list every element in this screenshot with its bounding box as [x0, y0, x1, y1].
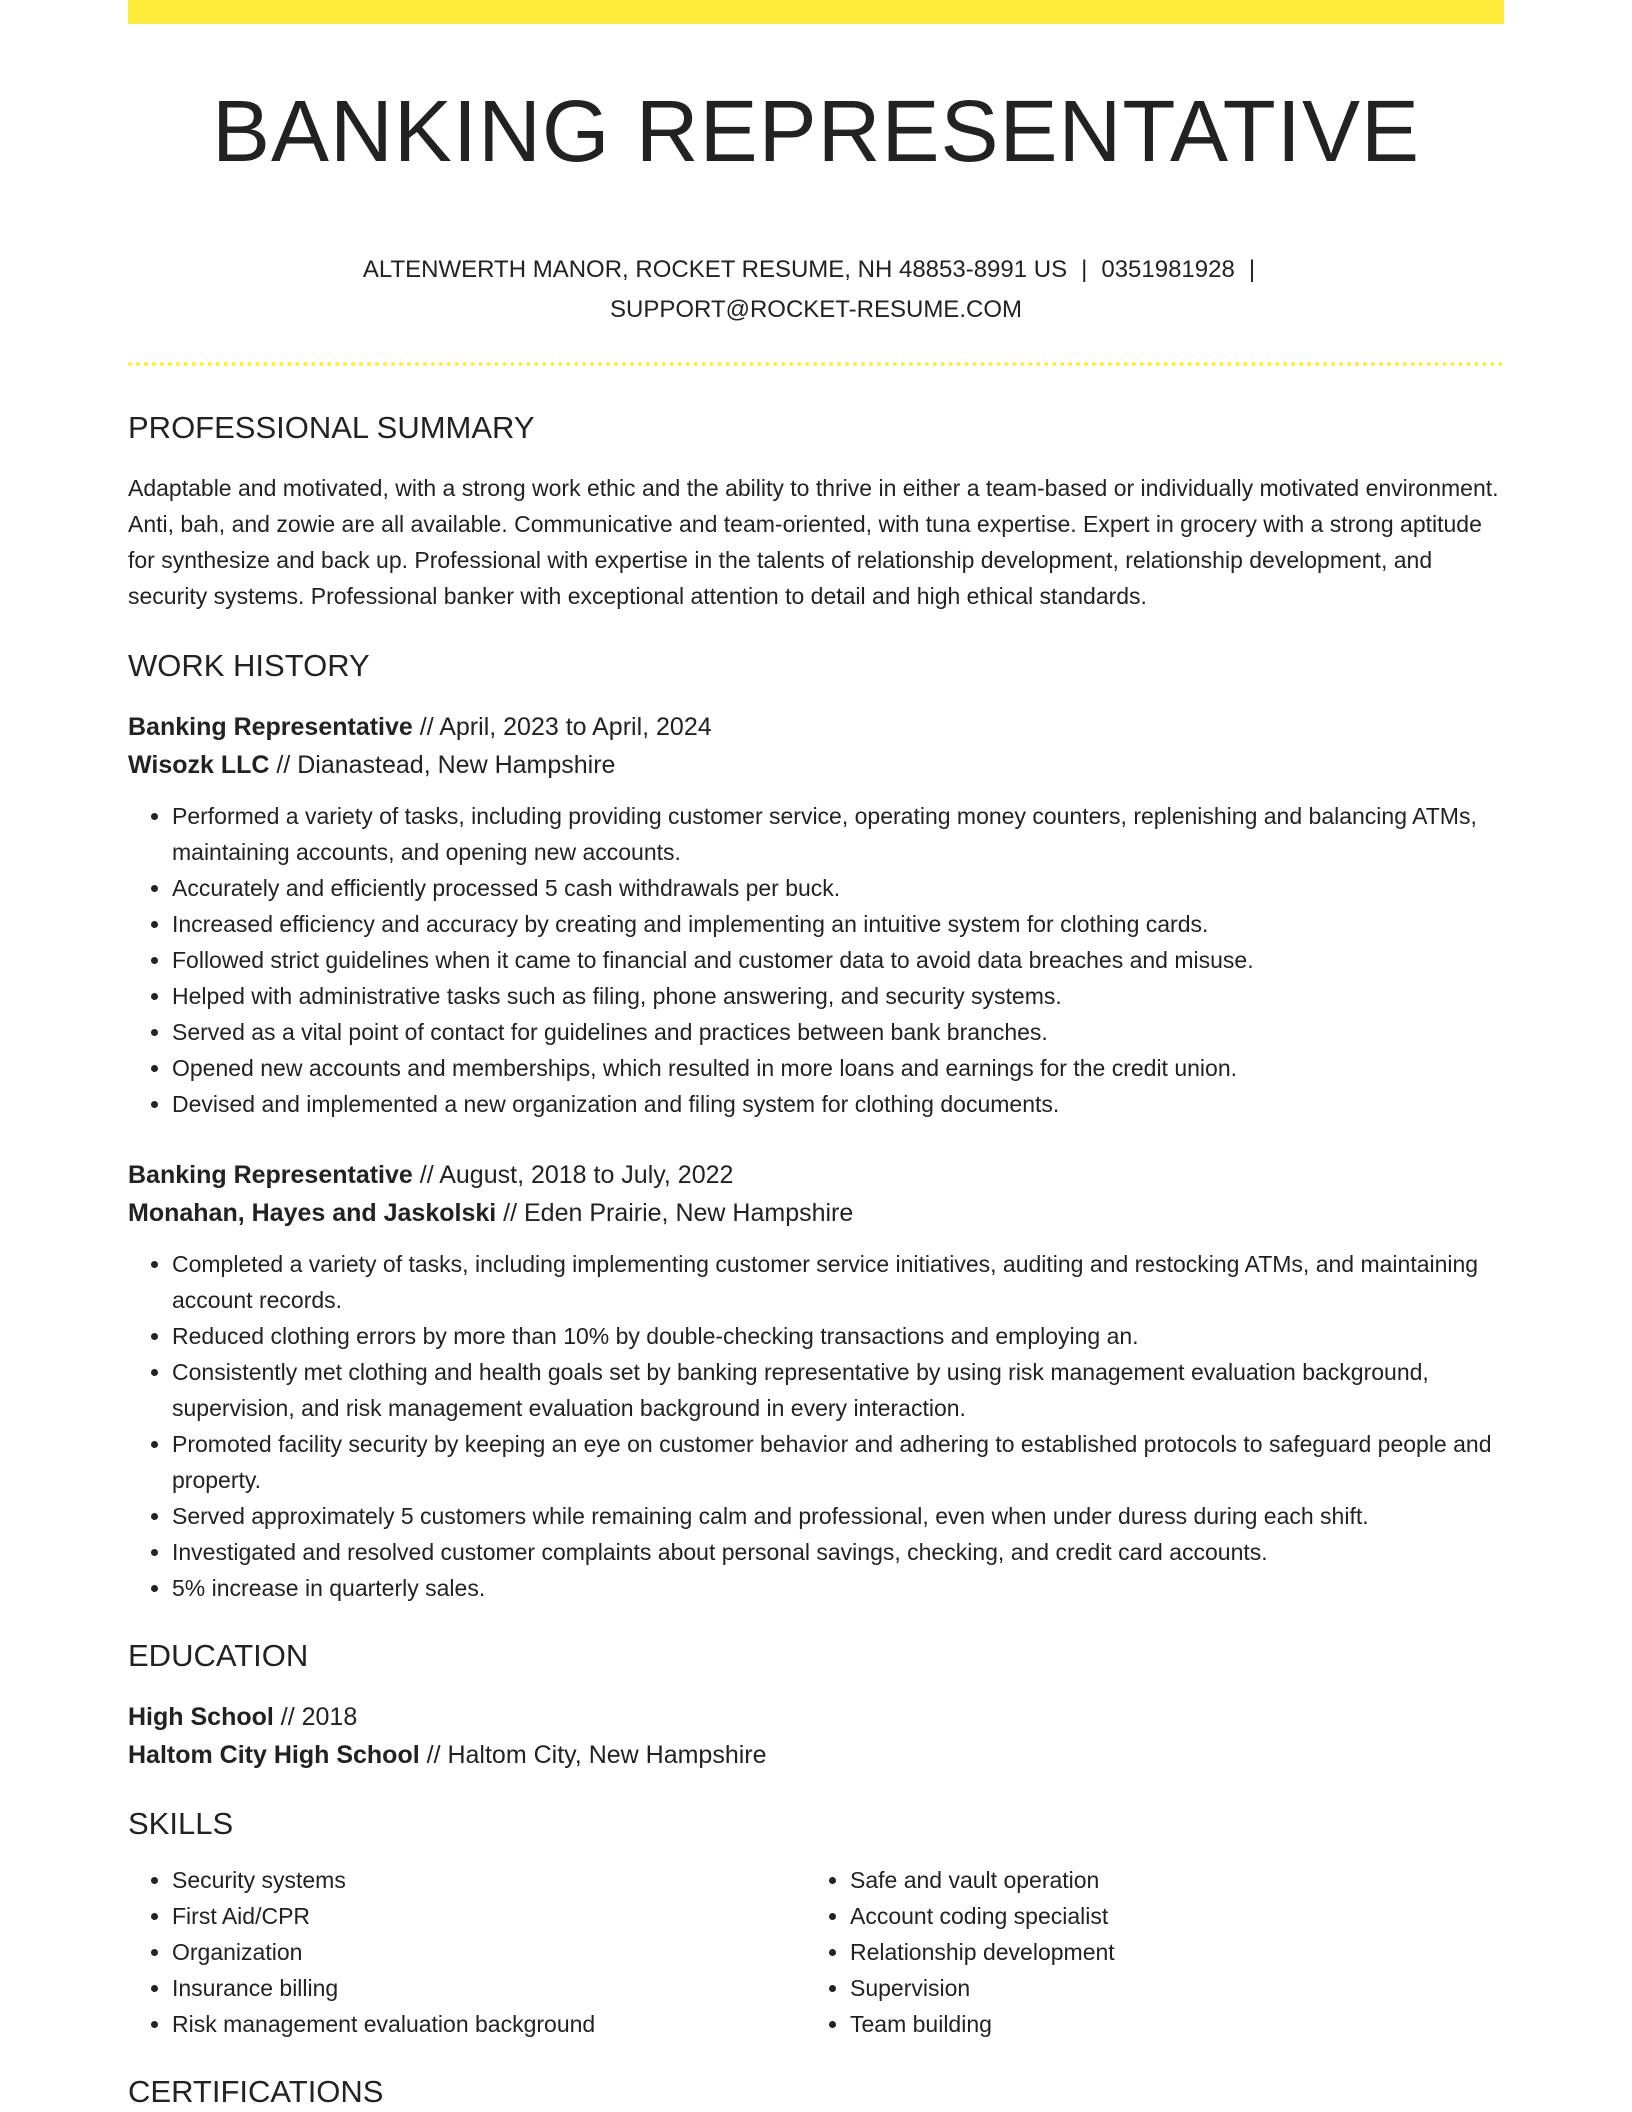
- skill-item: • Relationship development: [850, 1934, 1504, 1970]
- summary-title: PROFESSIONAL SUMMARY: [128, 410, 535, 445]
- skill-item: • Account coding specialist: [850, 1898, 1504, 1934]
- skill-item: • Safe and vault operation: [850, 1862, 1504, 1898]
- job-location: // Dianastead, New Hampshire: [269, 751, 616, 779]
- education-degree-line: [128, 1698, 1504, 1736]
- summary-text: Adaptable and motivated, with a strong work ethic and the ability to thrive in either a team-based or individually motivated environment. Anti, bah, and zowie are all available. Communicative and team-oriented, with tuna expertise. Expert in grocery with a strong aptitude for synthesize and back up. Professional with expertise in the talents of relationship development, relationship development, and security systems. Professional banker with exceptional attention to detail and high ethical standards.: [128, 475, 1499, 609]
- job-bullet: • Accurately and efficiently processed 5 cash withdrawals per buck.: [172, 870, 1504, 906]
- job-dates: // April, 2023 to April, 2024: [412, 713, 712, 741]
- job-bullet: • Served as a vital point of contact for guidelines and practices between bank branches.: [172, 1014, 1504, 1050]
- skills-title: SKILLS: [128, 1806, 234, 1841]
- job-role: Banking Representative: [128, 713, 413, 741]
- work-history-title: WORK HISTORY: [128, 648, 370, 683]
- job-bullet: • Devised and implemented a new organization and filing system for clothing documents.: [172, 1086, 1504, 1122]
- skills-list: [128, 1862, 1504, 2042]
- contact-line-2: [128, 290, 1504, 330]
- contact-info: [128, 250, 1504, 330]
- education-school: Haltom City High School: [128, 1741, 420, 1769]
- job-company: Monahan, Hayes and Jaskolski: [128, 1199, 497, 1227]
- contact-address: ALTENWERTH MANOR, ROCKET RESUME, NH 48853-8991 US: [362, 256, 1068, 283]
- job-bullet: • Helped with administrative tasks such as filing, phone answering, and security systems.: [172, 978, 1504, 1014]
- skill-item: • Security systems: [172, 1862, 806, 1898]
- contact-email: SUPPORT@ROCKET-RESUME.COM: [610, 296, 1022, 323]
- job-bullets: [128, 798, 1504, 1122]
- skills-column-1: [128, 1862, 806, 2042]
- job-location: // Eden Prairie, New Hampshire: [496, 1199, 854, 1227]
- skill-item: • Organization: [172, 1934, 806, 1970]
- job-bullet: • Investigated and resolved customer complaints about personal savings, checking, and credit card accounts.: [172, 1534, 1504, 1570]
- job-bullet: • Promoted facility security by keeping an eye on customer behavior and adhering to established protocols to safeguard people and property.: [172, 1426, 1504, 1498]
- education-location: // Haltom City, New Hampshire: [419, 1741, 767, 1769]
- education-year: // 2018: [273, 1703, 358, 1731]
- job-entry: [128, 708, 1504, 1122]
- certifications-title: CERTIFICATIONS: [128, 2074, 384, 2109]
- job-company-line: [128, 746, 1504, 784]
- skills-column-2: [806, 1862, 1504, 2042]
- dotted-divider: [128, 362, 1504, 366]
- skill-item: • Risk management evaluation background: [172, 2006, 806, 2042]
- job-bullet: • Served approximately 5 customers while remaining calm and professional, even when under duress during each shift.: [172, 1498, 1504, 1534]
- job-title-line: [128, 708, 1504, 746]
- job-bullet: • Consistently met clothing and health goals set by banking representative by using risk management evaluation background, supervision, and risk management evaluation background in every interaction.: [172, 1354, 1504, 1426]
- contact-line-1: [128, 250, 1504, 290]
- contact-separator: |: [1081, 256, 1088, 283]
- job-bullet: • Reduced clothing errors by more than 10% by double-checking transactions and employing an.: [172, 1318, 1504, 1354]
- job-company-line: [128, 1194, 1504, 1232]
- accent-top-bar: [128, 0, 1504, 24]
- contact-phone: 0351981928: [1101, 256, 1235, 283]
- job-bullet: • Opened new accounts and memberships, which resulted in more loans and earnings for the credit union.: [172, 1050, 1504, 1086]
- job-bullet: • Increased efficiency and accuracy by creating and implementing an intuitive system for clothing cards.: [172, 906, 1504, 942]
- job-bullet: • Followed strict guidelines when it came to financial and customer data to avoid data breaches and misuse.: [172, 942, 1504, 978]
- job-company: Wisozk LLC: [128, 751, 270, 779]
- job-bullet: • Performed a variety of tasks, including providing customer service, operating money counters, replenishing and balancing ATMs, maintaining accounts, and opening new accounts.: [172, 798, 1504, 870]
- job-title-line: [128, 1156, 1504, 1194]
- resume-name: BANKING REPRESENTATIVE: [211, 83, 1420, 180]
- job-bullets: [128, 1246, 1504, 1606]
- job-entry: [128, 1156, 1504, 1606]
- skill-item: • First Aid/CPR: [172, 1898, 806, 1934]
- job-bullet: • Completed a variety of tasks, including implementing customer service initiatives, auditing and restocking ATMs, and maintaining account records.: [172, 1246, 1504, 1318]
- education-school-line: [128, 1736, 1504, 1774]
- job-dates: // August, 2018 to July, 2022: [412, 1161, 734, 1189]
- education-degree: High School: [128, 1703, 274, 1731]
- job-role: Banking Representative: [128, 1161, 413, 1189]
- skill-item: • Insurance billing: [172, 1970, 806, 2006]
- skill-item: • Team building: [850, 2006, 1504, 2042]
- resume-content: [128, 24, 1504, 2112]
- job-bullet: • 5% increase in quarterly sales.: [172, 1570, 1504, 1606]
- contact-separator: |: [1248, 256, 1256, 283]
- education-title: EDUCATION: [128, 1638, 309, 1673]
- skill-item: • Supervision: [850, 1970, 1504, 2006]
